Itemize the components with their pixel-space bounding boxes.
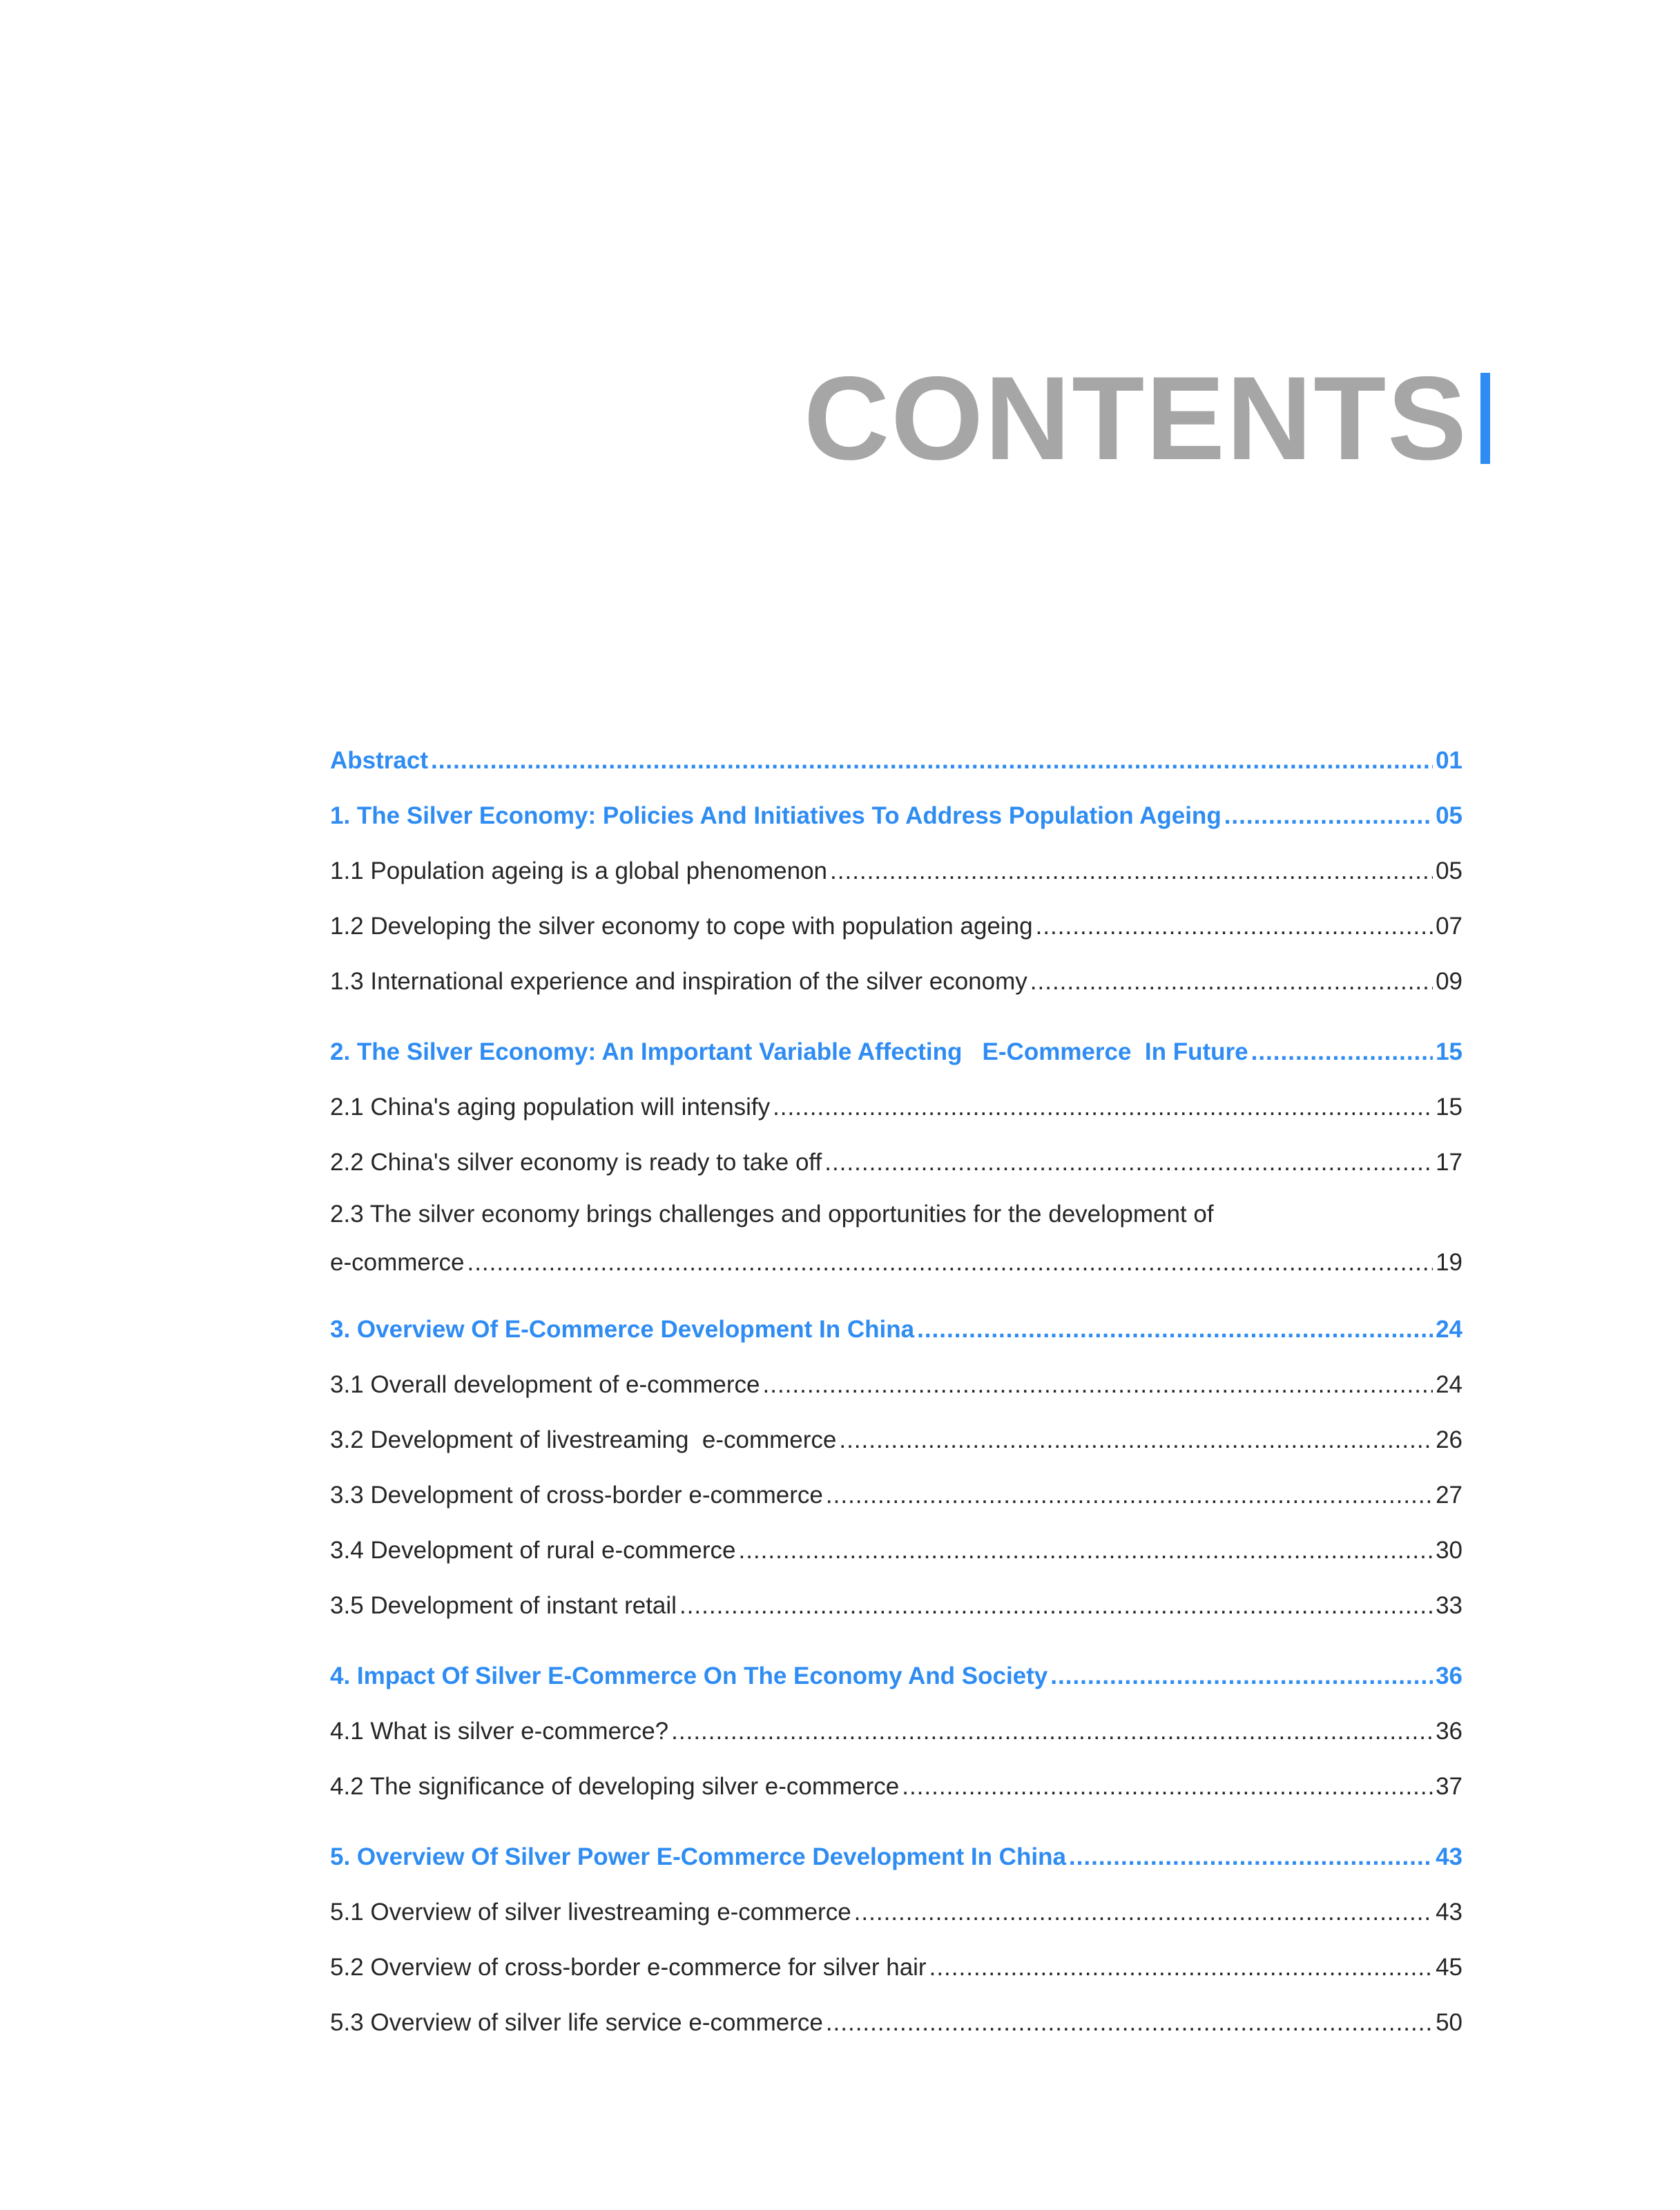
toc-entry-3-3[interactable] — [330, 1468, 1462, 1523]
toc-entry-2-1[interactable] — [330, 1080, 1462, 1135]
page-title: CONTENTS — [804, 352, 1468, 485]
toc-label: 3.4 Development of rural e-commerce — [330, 1537, 736, 1564]
dot-leader — [467, 1239, 1433, 1287]
toc-page-number: 07 — [1436, 913, 1462, 940]
toc-page-number: 37 — [1436, 1773, 1462, 1800]
dot-leader — [738, 1523, 1433, 1578]
dot-leader — [830, 844, 1433, 899]
toc-section-1[interactable] — [330, 788, 1462, 844]
toc-label: 4. Impact Of Silver E-Commerce On The Economy And Society — [330, 1663, 1048, 1689]
toc-entry-5-2[interactable] — [330, 1940, 1462, 1995]
toc-page-number: 43 — [1436, 1899, 1462, 1926]
toc-page-number: 26 — [1436, 1426, 1462, 1453]
toc-page-number: 33 — [1436, 1592, 1462, 1619]
toc-page-number: 05 — [1436, 802, 1462, 829]
toc-entry-4-2[interactable] — [330, 1759, 1462, 1814]
toc-label: 5.3 Overview of silver life service e-commerce — [330, 2009, 823, 2036]
dot-leader — [902, 1759, 1433, 1814]
dot-leader — [1069, 1830, 1433, 1885]
dot-leader — [679, 1578, 1433, 1634]
dot-leader — [917, 1302, 1433, 1357]
toc-page-number: 50 — [1436, 2009, 1462, 2036]
toc-section-5[interactable] — [330, 1830, 1462, 1885]
toc-label: 4.1 What is silver e-commerce? — [330, 1718, 669, 1745]
toc-label: 1.3 International experience and inspiration of the silver economy — [330, 968, 1027, 995]
toc-label: 2. The Silver Economy: An Important Variable Affecting E-Commerce In Future — [330, 1038, 1248, 1065]
toc-page-number: 30 — [1436, 1537, 1462, 1564]
toc-page-number: 24 — [1436, 1316, 1462, 1343]
toc-entry-1-3[interactable] — [330, 954, 1462, 1009]
toc-section-2[interactable] — [330, 1025, 1462, 1080]
toc-entry-1-1[interactable] — [330, 844, 1462, 899]
dot-leader — [763, 1357, 1433, 1413]
toc-page-number: 09 — [1436, 968, 1462, 995]
toc-label: 1. The Silver Economy: Policies And Initiatives To Address Population Ageing — [330, 802, 1222, 829]
toc-label: 2.3 The silver economy brings challenges and opportunities for the development of — [330, 1201, 1214, 1228]
toc-label: 4.2 The significance of developing silver e-commerce — [330, 1773, 900, 1800]
dot-leader — [1224, 788, 1433, 844]
toc-entry-abstract[interactable] — [330, 733, 1462, 788]
toc-label: 3. Overview Of E-Commerce Development In China — [330, 1316, 915, 1343]
dot-leader — [839, 1413, 1433, 1468]
toc-entry-2-3-line1[interactable] — [330, 1190, 1462, 1239]
toc-entry-2-3-line2[interactable] — [330, 1239, 1462, 1287]
toc-label: 2.2 China's silver economy is ready to take off — [330, 1149, 822, 1176]
toc-label: 3.3 Development of cross-border e-commerce — [330, 1482, 823, 1509]
dot-leader — [1050, 1649, 1433, 1704]
dot-leader — [1251, 1025, 1433, 1080]
toc-entry-3-1[interactable] — [330, 1357, 1462, 1413]
toc-label: 5.1 Overview of silver livestreaming e-commerce — [330, 1899, 851, 1926]
toc-label: 5. Overview Of Silver Power E-Commerce Development In China — [330, 1843, 1066, 1870]
toc-section-3[interactable] — [330, 1302, 1462, 1357]
toc-entry-1-2[interactable] — [330, 899, 1462, 954]
toc-page-number: 15 — [1436, 1094, 1462, 1121]
toc-entry-3-2[interactable] — [330, 1413, 1462, 1468]
toc-page-number: 05 — [1436, 857, 1462, 884]
table-of-contents — [330, 733, 1462, 2051]
toc-label: 3.5 Development of instant retail — [330, 1592, 677, 1619]
dot-leader — [824, 1135, 1433, 1190]
toc-page-number: 24 — [1436, 1371, 1462, 1398]
toc-label: Abstract — [330, 747, 428, 774]
dot-leader — [671, 1704, 1433, 1759]
toc-entry-5-1[interactable] — [330, 1885, 1462, 1940]
dot-leader — [929, 1940, 1433, 1995]
toc-label: e-commerce — [330, 1249, 465, 1276]
toc-label: 5.2 Overview of cross-border e-commerce for silver hair — [330, 1954, 927, 1981]
toc-entry-5-3[interactable] — [330, 1995, 1462, 2051]
toc-section-4[interactable] — [330, 1649, 1462, 1704]
toc-entry-3-4[interactable] — [330, 1523, 1462, 1578]
toc-label: 2.1 China's aging population will intensify — [330, 1094, 771, 1121]
dot-leader — [1030, 954, 1433, 1009]
toc-page-number: 17 — [1436, 1149, 1462, 1176]
toc-page-number: 45 — [1436, 1954, 1462, 1981]
toc-page-number: 01 — [1436, 747, 1462, 774]
toc-label: 1.2 Developing the silver economy to cope with population ageing — [330, 913, 1033, 940]
toc-label: 3.1 Overall development of e-commerce — [330, 1371, 760, 1398]
toc-page-number: 15 — [1436, 1038, 1462, 1065]
toc-page-number: 36 — [1436, 1663, 1462, 1689]
toc-page-number: 36 — [1436, 1718, 1462, 1745]
dot-leader — [854, 1885, 1433, 1940]
toc-entry-3-5[interactable] — [330, 1578, 1462, 1634]
toc-page-number: 27 — [1436, 1482, 1462, 1509]
toc-entry-4-1[interactable] — [330, 1704, 1462, 1759]
toc-page-number: 43 — [1436, 1843, 1462, 1870]
dot-leader — [826, 1468, 1433, 1523]
dot-leader — [773, 1080, 1433, 1135]
toc-page-number: 19 — [1436, 1249, 1462, 1276]
contents-header — [804, 352, 1490, 485]
toc-label: 1.1 Population ageing is a global phenomenon — [330, 857, 828, 884]
dot-leader — [1036, 899, 1433, 954]
title-accent-bar — [1480, 373, 1490, 464]
dot-leader — [431, 733, 1433, 788]
toc-label: 3.2 Development of livestreaming e-commerce — [330, 1426, 837, 1453]
dot-leader — [826, 1995, 1433, 2051]
toc-entry-2-2[interactable] — [330, 1135, 1462, 1190]
